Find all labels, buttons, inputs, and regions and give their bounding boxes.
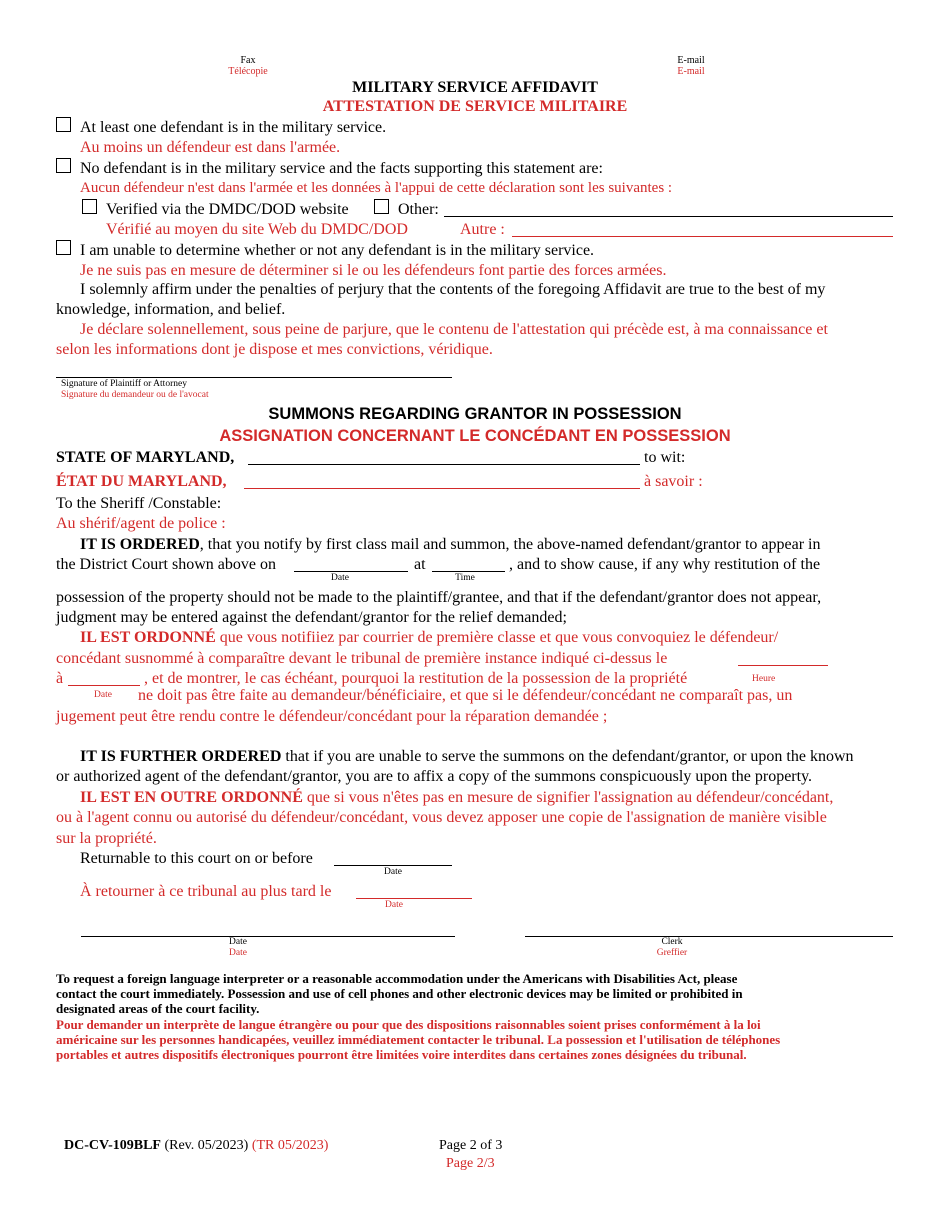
clerk-caption: Clerk: [661, 937, 683, 947]
option-military-no-fr: Aucun défendeur n'est dans l'armée et les données à l'appui de cette déclaration sont les suivantes :: [80, 180, 673, 196]
ordered-line-2b: at: [414, 556, 426, 573]
state-label: STATE OF MARYLAND,: [56, 449, 235, 466]
issue-date-caption: Date: [229, 937, 247, 947]
appearance-date-input-fr[interactable]: [738, 665, 828, 666]
unable-determine-checkbox[interactable]: [56, 240, 71, 255]
issue-date-caption-fr: Date: [229, 948, 247, 958]
affirmation-fr-line-2: selon les informations dont je dispose et mes convictions, véridique.: [56, 341, 493, 358]
plaintiff-signature-line[interactable]: [56, 377, 452, 378]
ordered-text-1: , that you notify by first class mail and summon, the above-named defendant/grantor to appear in: [199, 536, 821, 553]
returnable-date-input[interactable]: [334, 865, 452, 866]
other-label-fr: Autre :: [460, 221, 505, 238]
page-number-fr: Page 2/3: [446, 1156, 495, 1171]
appearance-date-input[interactable]: [294, 571, 408, 572]
affirmation-line-2: knowledge, information, and belief.: [56, 301, 286, 318]
ordered-fr-line-5: jugement peut être rendu contre le défendeur/concédant pour la réparation demandée ;: [56, 708, 608, 725]
returnable-date-caption-fr: Date: [385, 900, 403, 910]
ordered-line-3: possession of the property should not be made to the plaintiff/grantee, and that if the defendant/grantor does not appear,: [56, 589, 822, 606]
returnable-label-fr: À retourner à ce tribunal au plus tard le: [80, 883, 332, 900]
ordered-bold: IT IS ORDERED: [80, 536, 200, 553]
military-yes-checkbox[interactable]: [56, 117, 71, 132]
summons-title: SUMMONS REGARDING GRANTOR IN POSSESSION: [268, 405, 682, 423]
clerk-caption-fr: Greffier: [656, 948, 688, 958]
to-wit-label-fr: à savoir :: [644, 473, 703, 490]
returnable-date-input-fr[interactable]: [356, 898, 472, 899]
form-translation-revision: (TR 05/2023): [251, 1138, 329, 1153]
further-line-2: or authorized agent of the defendant/grantor, you are to affix a copy of the summons conspicuously upon the property.: [56, 768, 813, 785]
notice-en-line-1: To request a foreign language interpreter or a reasonable accommodation under the Americans with Disabilities Act, please: [56, 971, 738, 986]
further-bold-fr: IL EST EN OUTRE ORDONNÉ: [80, 789, 303, 806]
option-military-yes-fr: Au moins un défendeur est dans l'armée.: [80, 139, 341, 156]
appearance-time-input-fr[interactable]: [68, 685, 140, 686]
further-text-1: that if you are unable to serve the summons on the defendant/grantor, or upon the known: [281, 748, 854, 765]
sheriff-label-fr: Au shérif/agent de police :: [56, 515, 226, 532]
fax-label-fr: Télécopie: [228, 66, 268, 77]
option-military-no: No defendant is in the military service and the facts supporting this statement are:: [80, 160, 603, 177]
ordered-line-2c: , and to show cause, if any why restitution of the: [509, 556, 821, 573]
form-id-line: [64, 1137, 328, 1154]
state-label-fr: ÉTAT DU MARYLAND,: [56, 473, 227, 490]
email-label-fr: E-mail: [677, 66, 705, 77]
heure-caption: Heure: [752, 674, 776, 684]
to-wit-label: to wit:: [644, 449, 686, 466]
issue-date-line[interactable]: [81, 936, 455, 937]
form-id: DC-CV-109BLF: [64, 1138, 161, 1153]
returnable-label: Returnable to this court on or before: [80, 850, 313, 867]
email-label: E-mail: [677, 55, 705, 66]
ordered-line-4: judgment may be entered against the defendant/grantor for the relief demanded;: [56, 609, 567, 626]
other-checkbox[interactable]: [374, 199, 389, 214]
ordered-fr-text-1: que vous notifiiez par courrier de première classe et que vous convoquiez le défendeur/: [215, 629, 779, 646]
date-caption-fr: Date: [94, 690, 112, 700]
affidavit-title-fr: ATTESTATION DE SERVICE MILITAIRE: [322, 98, 628, 115]
further-fr-line-3: sur la propriété.: [56, 830, 157, 847]
time-caption: Time: [455, 573, 475, 583]
notice-en-line-3: designated areas of the court facility.: [56, 1001, 260, 1016]
ordered-bold-fr: IL EST ORDONNÉ: [80, 629, 216, 646]
further-line-1: [80, 747, 854, 766]
notice-fr-line-2: américaine sur les personnes handicapées, veuillez immédiatement contacter le tribunal. La possession et l'utilisation de téléphones: [56, 1032, 781, 1047]
notice-fr-line-3: portables et autres dispositifs électroniques pourront être limitées voire interdites dans certaines zones désignées du tribunal.: [56, 1047, 747, 1062]
date-caption: Date: [331, 573, 349, 583]
state-input[interactable]: [248, 464, 640, 465]
other-input-fr[interactable]: [512, 236, 893, 237]
state-input-fr[interactable]: [244, 488, 640, 489]
option-unable-determine: I am unable to determine whether or not any defendant is in the military service.: [80, 242, 595, 259]
further-bold: IT IS FURTHER ORDERED: [80, 748, 282, 765]
ordered-line-2a: the District Court shown above on: [56, 556, 276, 573]
ordered-fr-line-2: concédant susnommé à comparaître devant le tribunal de première instance indiqué ci-dessus le: [56, 650, 668, 667]
plaintiff-signature-label-fr: Signature du demandeur ou de l'avocat: [61, 390, 209, 400]
sheriff-label: To the Sheriff /Constable:: [56, 495, 222, 512]
ordered-fr-line-3b: , et de montrer, le cas échéant, pourquoi la restitution de la possession de la propriété: [144, 670, 688, 687]
further-fr-line-1: [80, 788, 833, 807]
notice-en-line-2: contact the court immediately. Possession and use of cell phones and other electronic devices may be limited or prohibited in: [56, 986, 743, 1001]
fax-label: Fax: [240, 55, 256, 66]
verified-dmdc-checkbox[interactable]: [82, 199, 97, 214]
verified-dmdc-label-fr: Vérifié au moyen du site Web du DMDC/DOD: [106, 221, 408, 238]
returnable-date-caption: Date: [384, 867, 402, 877]
option-unable-determine-fr: Je ne suis pas en mesure de déterminer si le ou les défendeurs font partie des forces armées.: [80, 262, 667, 279]
affidavit-title: MILITARY SERVICE AFFIDAVIT: [352, 79, 598, 96]
other-input[interactable]: [444, 216, 893, 217]
affirmation-line-1: I solemnly affirm under the penalties of perjury that the contents of the foregoing Affidavit are true to the best of my: [80, 281, 826, 298]
plaintiff-signature-label: Signature of Plaintiff or Attorney: [61, 379, 187, 389]
ordered-fr-line-4: ne doit pas être faite au demandeur/bénéficiaire, et que si le défendeur/concédant ne comparaît pas, un: [138, 687, 793, 704]
further-fr-line-2: ou à l'agent connu ou autorisé du défendeur/concédant, vous devez apposer une copie de l'assignation de manière visible: [56, 809, 827, 826]
ordered-fr-line-3a: à: [56, 670, 64, 687]
verified-dmdc-label: Verified via the DMDC/DOD website: [106, 201, 349, 218]
ordered-line-1: [80, 535, 820, 554]
ordered-fr-line-1: [80, 628, 778, 647]
page-number: Page 2 of 3: [439, 1138, 503, 1153]
other-label: Other:: [398, 201, 439, 218]
option-military-yes: At least one defendant is in the military service.: [80, 119, 387, 136]
affirmation-fr-line-1: Je déclare solennellement, sous peine de parjure, que le contenu de l'attestation qui précède est, à ma connaissance et: [80, 321, 828, 338]
summons-title-fr: ASSIGNATION CONCERNANT LE CONCÉDANT EN POSSESSION: [219, 427, 731, 445]
form-revision: (Rev. 05/2023): [164, 1138, 249, 1153]
further-fr-text-1: que si vous n'êtes pas en mesure de signifier l'assignation au défendeur/concédant,: [302, 789, 834, 806]
notice-fr-line-1: Pour demander un interprète de langue étrangère ou pour que des dispositions raisonnables soient prises conformément à la loi: [56, 1017, 761, 1032]
appearance-time-input[interactable]: [432, 571, 505, 572]
clerk-signature-line[interactable]: [525, 936, 893, 937]
military-no-checkbox[interactable]: [56, 158, 71, 173]
